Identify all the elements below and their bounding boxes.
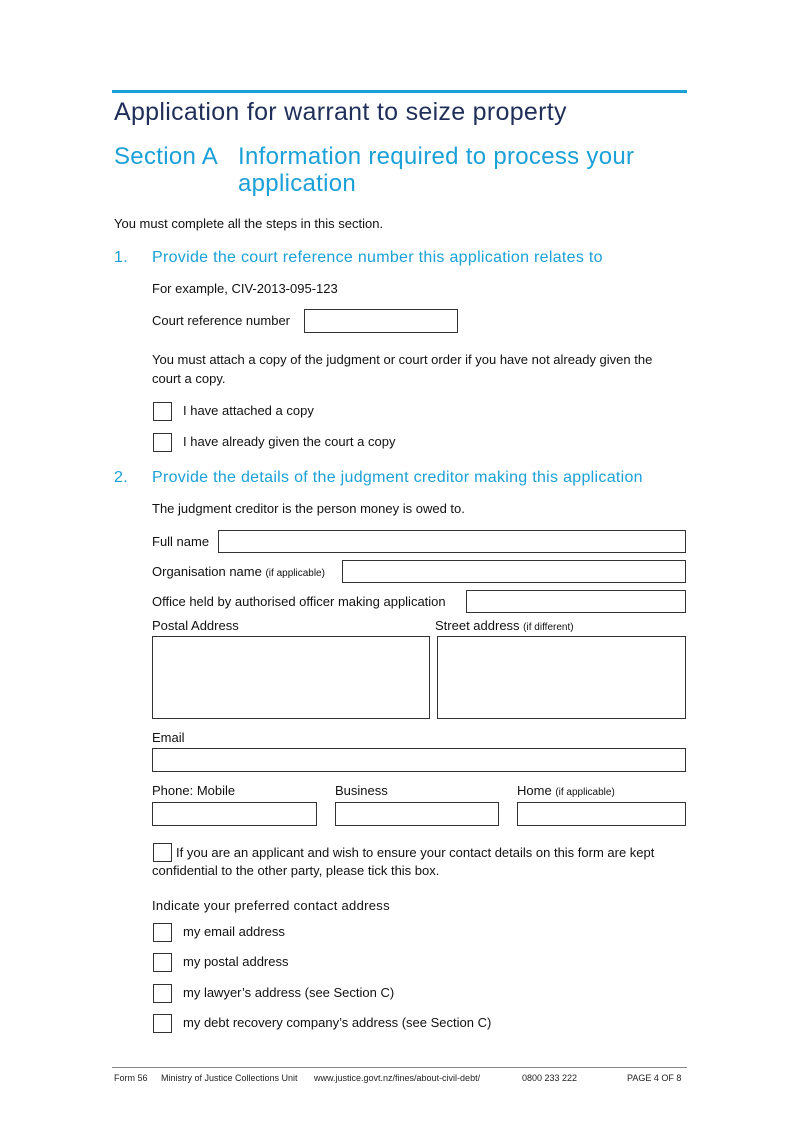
already-given-label: I have already given the court a copy (183, 434, 396, 449)
street-note: (if different) (523, 622, 574, 633)
attached-copy-checkbox[interactable] (153, 402, 172, 421)
footer-phone: 0800 233 222 (522, 1073, 578, 1083)
full-name-input[interactable] (218, 530, 686, 553)
section-title-line1: Information required to process your (238, 143, 635, 170)
home-label-text: Home (517, 783, 552, 798)
footer-url[interactable]: www.justice.govt.nz/fines/about-civil-debt/ (314, 1073, 481, 1083)
mobile-input[interactable] (152, 802, 317, 826)
section-title-line2: application (238, 170, 357, 197)
creditor-intro: The judgment creditor is the person money is owed to. (152, 501, 465, 516)
step1-heading: Provide the court reference number this application relates to (152, 249, 603, 266)
confidential-text-line2: confidential to the other party, please tick this box. (152, 863, 440, 878)
section-label: Section A (114, 143, 219, 170)
street-label-text: Street address (435, 618, 520, 633)
footer-form: Form 56 (114, 1073, 148, 1083)
example-text: For example, CIV-2013-095-123 (152, 281, 338, 296)
home-note: (if applicable) (555, 787, 615, 798)
org-input[interactable] (342, 560, 686, 583)
confidential-checkbox[interactable] (153, 843, 172, 862)
footer-unit: Ministry of Justice Collections Unit (161, 1073, 298, 1083)
email-label: Email (152, 730, 185, 745)
street-address-input[interactable] (437, 636, 686, 719)
form-title: Application for warrant to seize property (114, 98, 567, 126)
court-ref-label: Court reference number (152, 313, 291, 328)
footer-rule (112, 1067, 687, 1068)
step1-number: 1. (114, 249, 128, 266)
org-label-text: Organisation name (152, 564, 262, 579)
top-rule (112, 90, 687, 93)
step2-number: 2. (114, 469, 128, 486)
pref-postal-checkbox[interactable] (153, 953, 172, 972)
intro-text: You must complete all the steps in this section. (114, 216, 384, 231)
full-name-label: Full name (152, 534, 210, 549)
pref-lawyer-label: my lawyer’s address (see Section C) (183, 985, 395, 1000)
home-input[interactable] (517, 802, 686, 826)
confidential-text-line1: If you are an applicant and wish to ensure your contact details on this form are kept (176, 845, 655, 860)
pref-lawyer-checkbox[interactable] (153, 984, 172, 1003)
home-label (517, 784, 615, 798)
org-label (152, 565, 325, 579)
business-input[interactable] (335, 802, 499, 826)
pref-debt-company-label: my debt recovery company’s address (see Section C) (183, 1015, 492, 1030)
postal-address-input[interactable] (152, 636, 430, 719)
step2-heading: Provide the details of the judgment creditor making this application (152, 469, 643, 486)
business-label: Business (335, 783, 388, 798)
pref-debt-company-checkbox[interactable] (153, 1014, 172, 1033)
footer-page: PAGE 4 OF 8 (627, 1073, 682, 1083)
preferred-contact-label: Indicate your preferred contact address (152, 898, 390, 913)
office-input[interactable] (466, 590, 686, 613)
attach-text-line1: You must attach a copy of the judgment or court order if you have not already given the (152, 352, 653, 367)
office-label: Office held by authorised officer making application (152, 594, 446, 609)
org-note: (if applicable) (265, 568, 325, 579)
attach-text-line2: court a copy. (152, 371, 226, 386)
pref-email-checkbox[interactable] (153, 923, 172, 942)
pref-postal-label: my postal address (183, 954, 289, 969)
already-given-checkbox[interactable] (153, 433, 172, 452)
mobile-label: Phone: Mobile (152, 783, 236, 798)
email-input[interactable] (152, 748, 686, 772)
postal-label: Postal Address (152, 618, 239, 633)
court-ref-input[interactable] (304, 309, 458, 333)
attached-copy-label: I have attached a copy (183, 403, 314, 418)
pref-email-label: my email address (183, 924, 285, 939)
street-label (435, 619, 574, 633)
